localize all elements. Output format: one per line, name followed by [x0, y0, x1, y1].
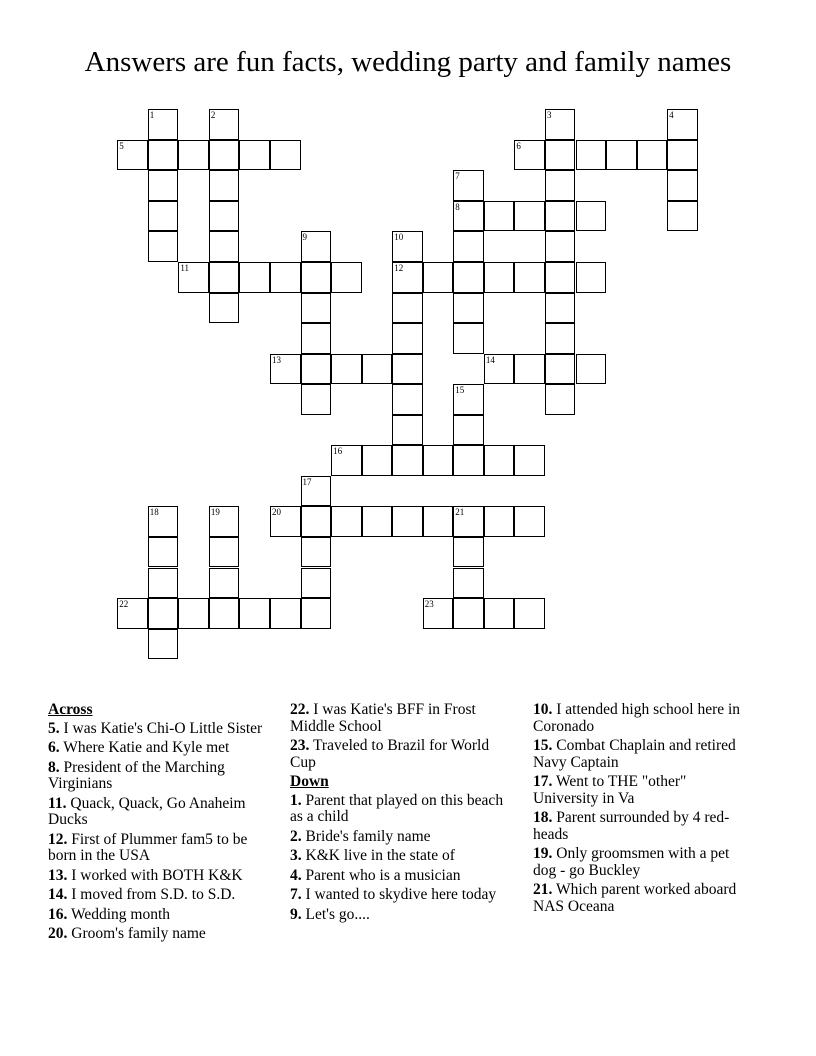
clue-number: 2.	[290, 827, 302, 845]
clue-text: First of Plummer fam5 to be born in the USA	[48, 830, 248, 864]
grid-cell[interactable]	[484, 598, 515, 629]
grid-cell[interactable]	[301, 354, 332, 385]
clue-number: 16	[333, 446, 343, 457]
grid-cell[interactable]	[209, 506, 240, 537]
clue-text: Which parent worked aboard NAS Oceana	[533, 881, 737, 915]
clue-number: 8.	[48, 758, 60, 776]
grid-cell[interactable]	[178, 262, 209, 293]
clue-text: Combat Chaplain and retired Navy Captain	[533, 737, 736, 771]
grid-cell[interactable]	[239, 598, 270, 629]
grid-cell[interactable]	[331, 506, 362, 537]
down-clue	[290, 829, 512, 846]
grid-cell[interactable]	[301, 506, 332, 537]
clue-text: I wanted to skydive here today	[305, 886, 497, 903]
grid-cell[interactable]	[362, 506, 393, 537]
grid-cell[interactable]	[453, 170, 484, 201]
grid-cell[interactable]	[301, 537, 332, 568]
grid-cell[interactable]	[331, 354, 362, 385]
grid-cell[interactable]	[453, 506, 484, 537]
clue-number: 5	[119, 140, 124, 151]
grid-cell[interactable]	[545, 231, 576, 262]
grid-cell[interactable]	[667, 109, 698, 140]
grid-cell[interactable]	[576, 201, 607, 232]
grid-cell[interactable]	[576, 262, 607, 293]
grid-cell[interactable]	[148, 598, 179, 629]
clue-number: 19.	[533, 845, 553, 862]
clue-text: I moved from S.D. to S.D.	[71, 886, 236, 903]
grid-cell[interactable]	[392, 415, 423, 446]
grid-cell[interactable]	[148, 201, 179, 232]
grid-cell[interactable]	[331, 262, 362, 293]
down-clue	[290, 907, 512, 924]
grid-cell[interactable]	[392, 354, 423, 385]
clue-text: Bride's family name	[305, 827, 431, 845]
clue-number: 16.	[48, 905, 68, 923]
grid-cell[interactable]	[484, 354, 515, 385]
clue-number: 12	[394, 263, 404, 273]
clue-number: 19	[210, 507, 220, 518]
grid-cell[interactable]	[209, 170, 240, 201]
clue-number: 12.	[48, 830, 68, 848]
grid-cell[interactable]	[331, 445, 362, 476]
across-clue	[48, 868, 270, 885]
grid-cell[interactable]	[301, 231, 332, 262]
grid-cell[interactable]	[545, 323, 576, 354]
grid-cell[interactable]	[423, 445, 454, 476]
across-clue	[48, 740, 270, 757]
grid-cell[interactable]	[117, 598, 148, 629]
across-clue	[48, 907, 270, 924]
clue-text: Where Katie and Kyle met	[63, 739, 230, 756]
grid-cell[interactable]	[606, 140, 637, 171]
clue-number: 6.	[48, 739, 60, 756]
grid-cell[interactable]	[301, 323, 332, 354]
down-clue	[533, 882, 755, 915]
clue-text: Went to THE "other" University in Va	[533, 773, 687, 807]
clue-number: 17.	[533, 773, 553, 790]
clue-number: 3.	[290, 847, 302, 864]
grid-cell[interactable]	[270, 354, 301, 385]
clue-number: 6	[516, 140, 521, 151]
grid-cell[interactable]	[392, 445, 423, 476]
clue-number: 4	[669, 110, 674, 121]
grid-cell[interactable]	[637, 140, 668, 171]
clue-number: 11	[180, 263, 190, 273]
clue-number: 15	[455, 385, 465, 396]
grid-cell[interactable]	[392, 506, 423, 537]
grid-cell[interactable]	[423, 262, 454, 293]
grid-cell[interactable]	[576, 140, 607, 171]
grid-cell[interactable]	[209, 293, 240, 324]
grid-cell[interactable]	[301, 384, 332, 415]
grid-cell[interactable]	[178, 598, 209, 629]
grid-cell[interactable]	[545, 201, 576, 232]
grid-cell[interactable]	[148, 506, 179, 537]
clue-text: K&K live in the state of	[305, 847, 455, 864]
down-clue	[533, 846, 755, 879]
grid-cell[interactable]	[576, 354, 607, 385]
clue-number: 14	[485, 354, 495, 365]
clue-text: Wedding month	[70, 905, 171, 923]
grid-cell[interactable]	[209, 201, 240, 232]
grid-cell[interactable]	[484, 262, 515, 293]
clue-text: I attended high school here in Coronado	[533, 701, 741, 735]
grid-cell[interactable]	[667, 201, 698, 232]
grid-cell[interactable]	[117, 140, 148, 171]
grid-cell[interactable]	[148, 568, 179, 599]
clue-number: 23	[424, 599, 434, 610]
clue-number: 7	[455, 171, 460, 182]
puzzle-title: Answers are fun facts, wedding party and family names	[84, 46, 732, 78]
grid-cell[interactable]	[453, 293, 484, 324]
grid-cell[interactable]	[270, 262, 301, 293]
across-clue	[48, 926, 270, 943]
grid-cell[interactable]	[514, 598, 545, 629]
grid-cell[interactable]	[301, 598, 332, 629]
across-clue	[48, 721, 270, 738]
grid-cell[interactable]	[484, 445, 515, 476]
grid-cell[interactable]	[392, 231, 423, 262]
clue-number: 15.	[533, 737, 553, 754]
grid-cell[interactable]	[270, 506, 301, 537]
down-clue	[533, 774, 755, 807]
clue-number: 10	[394, 232, 404, 243]
clue-number: 22	[119, 599, 129, 610]
down-clue	[290, 887, 512, 904]
clue-number: 18.	[533, 809, 553, 826]
grid-cell[interactable]	[178, 140, 209, 171]
grid-cell[interactable]	[453, 201, 484, 232]
grid-cell[interactable]	[484, 201, 515, 232]
down-clue	[290, 868, 512, 885]
clue-text: Let's go....	[305, 905, 370, 923]
grid-cell[interactable]	[545, 140, 576, 171]
clue-number: 17	[302, 476, 312, 487]
grid-cell[interactable]	[453, 415, 484, 446]
clue-number: 11.	[48, 794, 67, 812]
grid-cell[interactable]	[392, 262, 423, 293]
grid-cell[interactable]	[148, 231, 179, 262]
grid-cell[interactable]	[545, 170, 576, 201]
across-clue	[48, 796, 270, 829]
clue-text: Parent that played on this beach as a child	[290, 791, 504, 825]
clue-text: Parent who is a musician	[305, 866, 461, 884]
across-clue	[290, 702, 512, 735]
down-clue	[290, 793, 512, 826]
grid-cell[interactable]	[545, 384, 576, 415]
clue-text: Quack, Quack, Go Anaheim Ducks	[48, 794, 246, 828]
grid-cell[interactable]	[301, 262, 332, 293]
grid-cell[interactable]	[514, 506, 545, 537]
grid-cell[interactable]	[453, 262, 484, 293]
grid-cell[interactable]	[545, 109, 576, 140]
grid-cell[interactable]	[209, 537, 240, 568]
grid-cell[interactable]	[148, 109, 179, 140]
grid-cell[interactable]	[514, 262, 545, 293]
clue-number: 4.	[290, 866, 302, 884]
grid-cell[interactable]	[239, 140, 270, 171]
across-clue	[48, 760, 270, 793]
grid-cell[interactable]	[453, 445, 484, 476]
grid-cell[interactable]	[423, 598, 454, 629]
grid-cell[interactable]	[270, 140, 301, 171]
grid-cell[interactable]	[362, 445, 393, 476]
clue-number: 20	[272, 507, 281, 518]
grid-cell[interactable]	[392, 323, 423, 354]
clue-number: 3	[546, 110, 552, 121]
down-clue	[533, 702, 755, 735]
grid-cell[interactable]	[209, 598, 240, 629]
clue-number: 20.	[48, 925, 68, 942]
clue-number: 9	[302, 232, 308, 243]
grid-cell[interactable]	[239, 262, 270, 293]
clue-number: 8	[455, 201, 460, 212]
grid-cell[interactable]	[667, 170, 698, 201]
across-clue	[48, 832, 270, 865]
clue-text: I worked with BOTH K&K	[71, 866, 243, 884]
grid-cell[interactable]	[667, 140, 698, 171]
grid-cell[interactable]	[545, 262, 576, 293]
clue-number: 2	[210, 110, 216, 121]
clue-number: 22.	[290, 701, 310, 718]
down-heading: Down	[290, 773, 329, 790]
clue-number: 7.	[290, 886, 302, 903]
grid-cell[interactable]	[270, 598, 301, 629]
grid-cell[interactable]	[148, 170, 179, 201]
grid-cell[interactable]	[514, 445, 545, 476]
grid-cell[interactable]	[148, 537, 179, 568]
grid-cell[interactable]	[484, 506, 515, 537]
clue-text: Parent surrounded by 4 red-heads	[533, 809, 730, 843]
grid-cell[interactable]	[392, 384, 423, 415]
clue-number: 1	[149, 110, 155, 121]
clue-text: President of the Marching Virginians	[48, 758, 225, 792]
grid-cell[interactable]	[209, 140, 240, 171]
clues-column-1	[48, 702, 270, 946]
clue-number: 21	[455, 507, 465, 518]
grid-cell[interactable]	[545, 293, 576, 324]
grid-cell[interactable]	[209, 262, 240, 293]
grid-cell[interactable]	[514, 140, 545, 171]
grid-cell[interactable]	[453, 384, 484, 415]
down-clue	[533, 738, 755, 771]
grid-cell[interactable]	[209, 568, 240, 599]
clue-number: 5.	[48, 719, 60, 737]
grid-cell[interactable]	[453, 537, 484, 568]
clue-text: Traveled to Brazil for World Cup	[290, 737, 490, 771]
clue-number: 10.	[533, 701, 553, 718]
grid-cell[interactable]	[453, 568, 484, 599]
clue-number: 14.	[48, 886, 68, 903]
grid-cell[interactable]	[423, 506, 454, 537]
grid-cell[interactable]	[148, 140, 179, 171]
clue-text: I was Katie's BFF in Frost Middle School	[290, 701, 476, 735]
clue-text: Groom's family name	[71, 925, 206, 942]
clue-number: 18	[149, 507, 159, 518]
grid-cell[interactable]	[453, 598, 484, 629]
clue-number: 13.	[48, 866, 68, 884]
grid-cell[interactable]	[453, 231, 484, 262]
grid-cell[interactable]	[301, 568, 332, 599]
clue-text: I was Katie's Chi-O Little Sister	[63, 719, 263, 737]
across-clue	[48, 887, 270, 904]
grid-cell[interactable]	[148, 629, 179, 660]
grid-cell[interactable]	[362, 354, 393, 385]
across-clue	[290, 738, 512, 771]
clue-number: 21.	[533, 881, 553, 898]
clues-column-3	[533, 702, 755, 918]
grid-cell[interactable]	[514, 354, 545, 385]
grid-cell[interactable]	[301, 293, 332, 324]
down-clue	[290, 848, 512, 865]
grid-cell[interactable]	[209, 109, 240, 140]
grid-cell[interactable]	[514, 201, 545, 232]
grid-cell[interactable]	[301, 476, 332, 507]
clue-number: 13	[272, 354, 281, 365]
grid-cell[interactable]	[209, 231, 240, 262]
grid-cell[interactable]	[392, 293, 423, 324]
grid-cell[interactable]	[545, 354, 576, 385]
down-clue	[533, 810, 755, 843]
clue-number: 23.	[290, 737, 310, 754]
clue-number: 9.	[290, 905, 302, 923]
clue-number: 1.	[290, 791, 302, 809]
clues-column-2	[290, 702, 512, 926]
across-heading: Across	[48, 701, 93, 718]
clue-text: Only groomsmen with a pet dog - go Buckley	[533, 845, 730, 879]
grid-cell[interactable]	[453, 323, 484, 354]
